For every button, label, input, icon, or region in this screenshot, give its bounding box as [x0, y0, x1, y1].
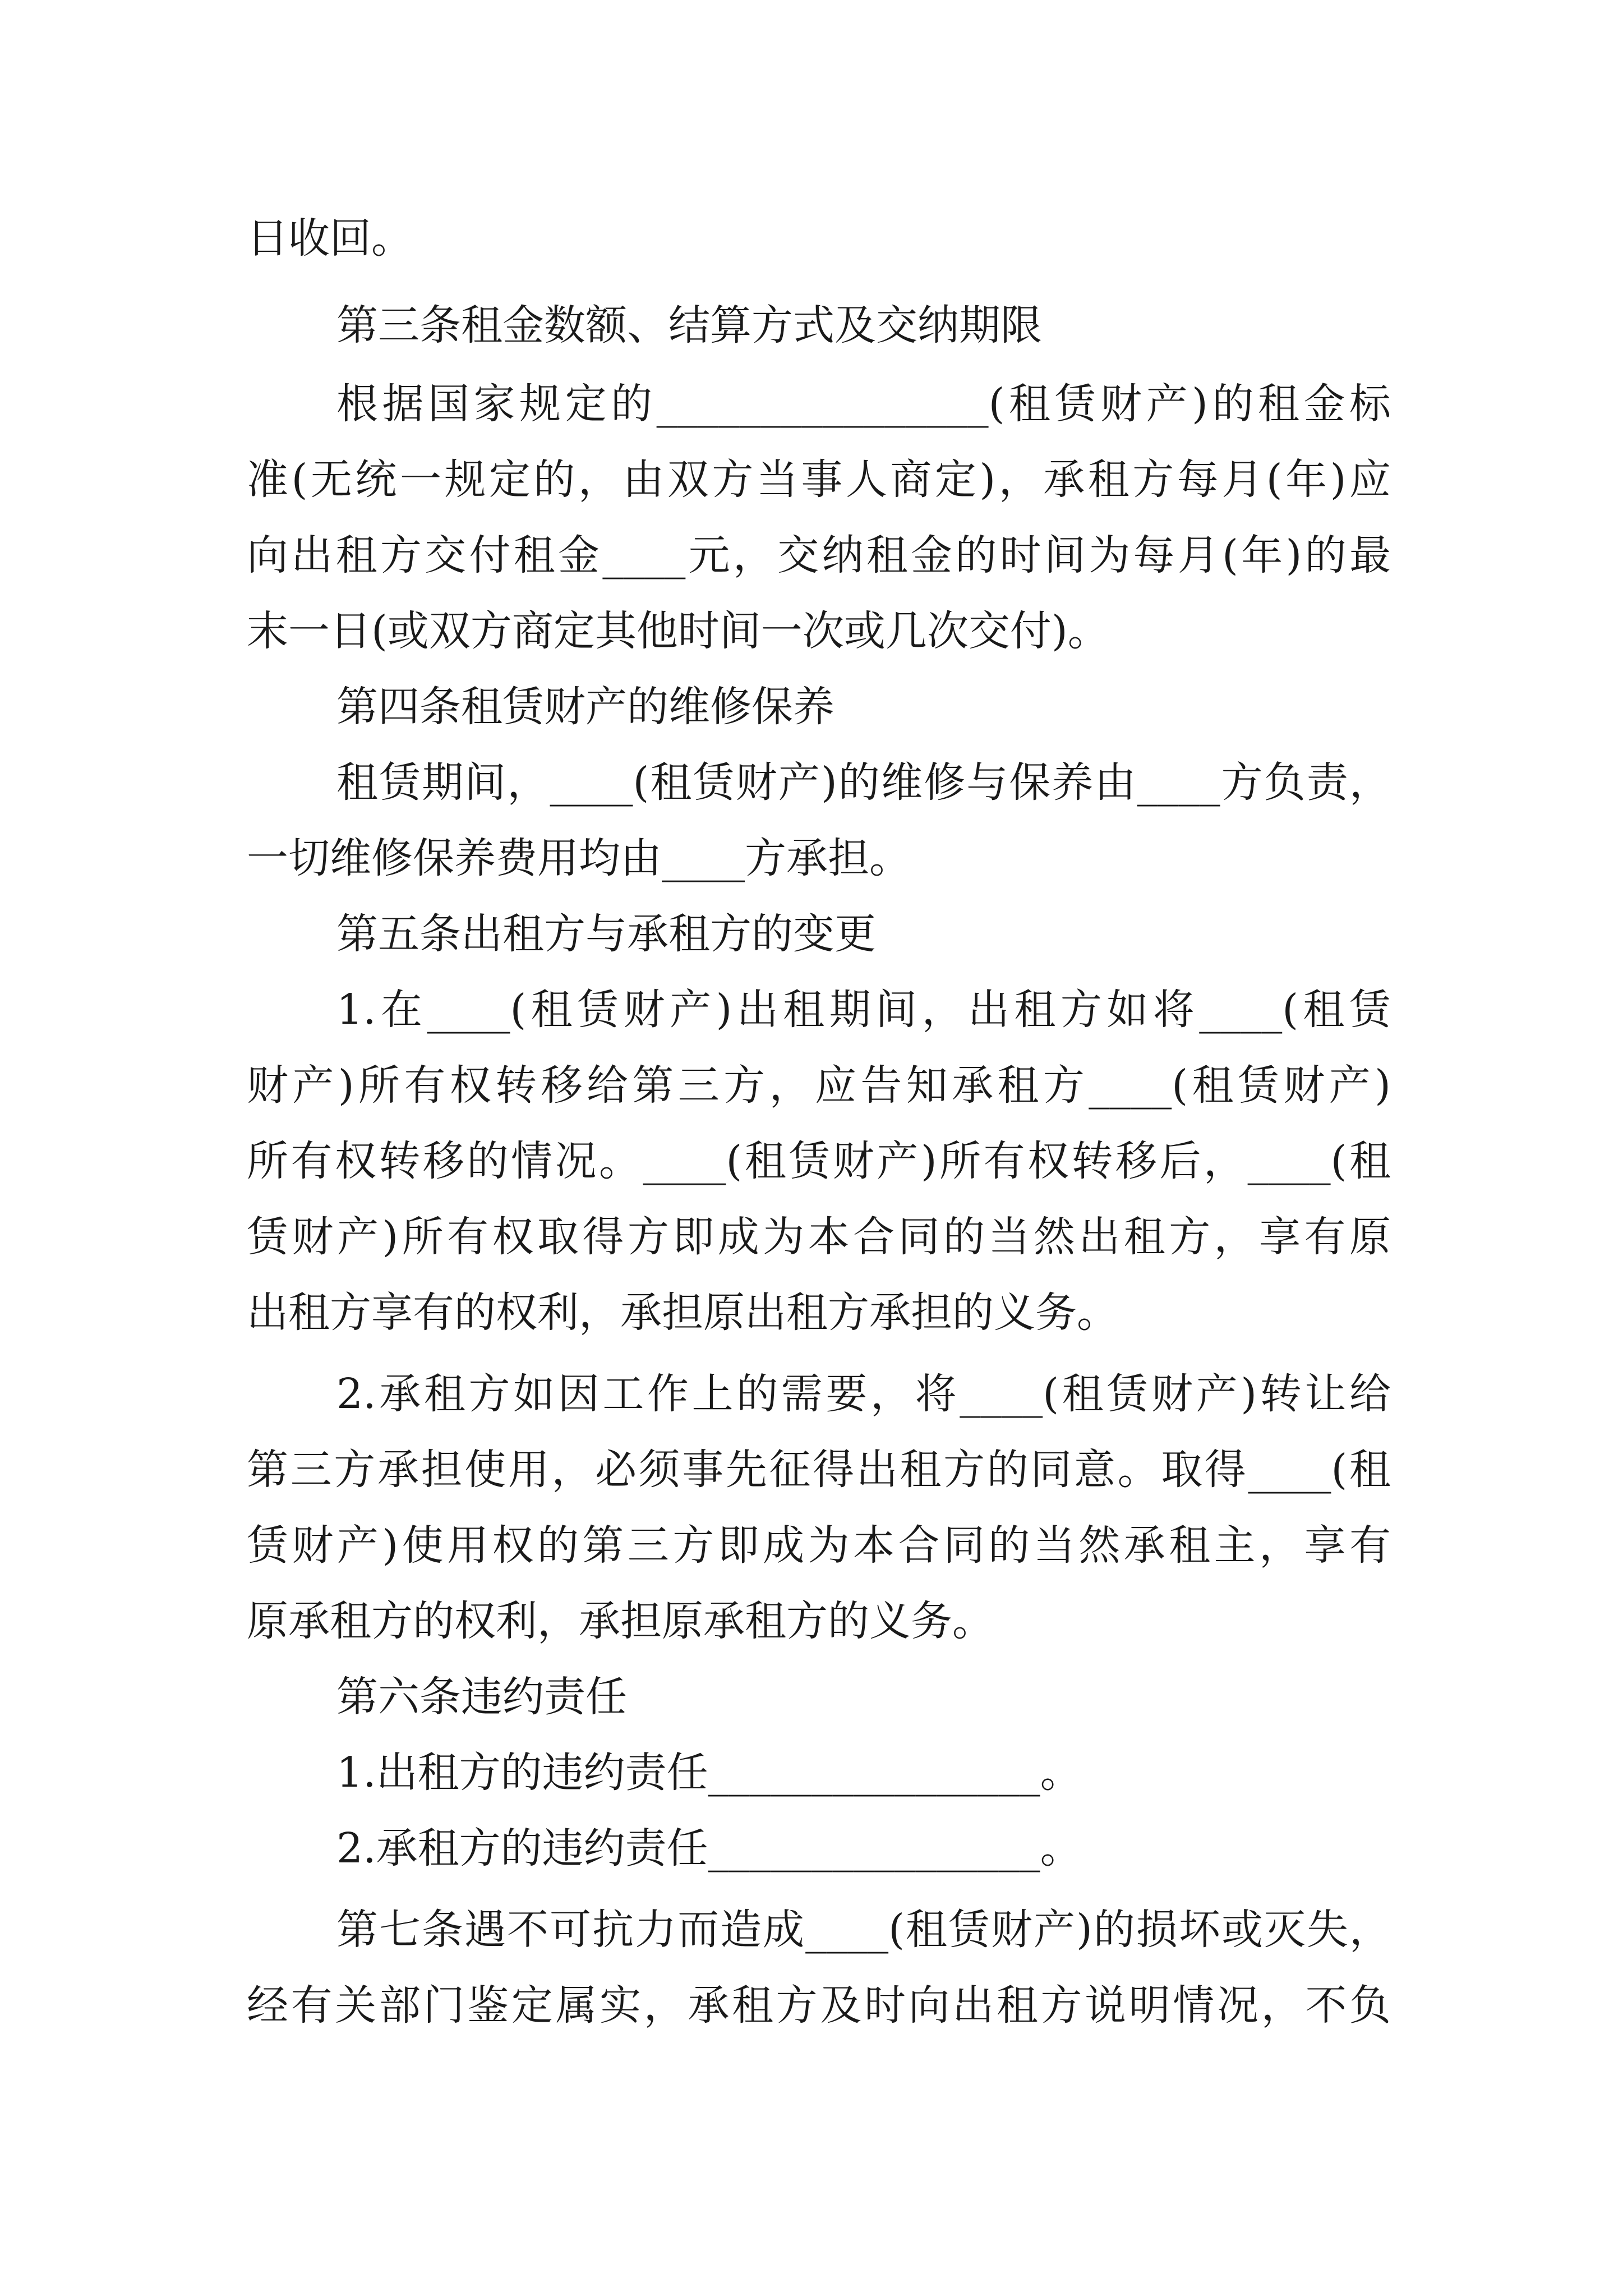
text-line: 一切维修保养费用均由____方承担。 — [247, 834, 911, 882]
text-line: 财产)所有权转移给第三方，应告知承租方____(租赁财产) — [247, 1061, 1391, 1110]
text-line: 赁财产)所有权取得方即成为本合同的当然出租方，享有原 — [247, 1213, 1391, 1261]
text-line: 准(无统一规定的，由双方当事人商定)，承租方每月(年)应 — [247, 455, 1391, 504]
text-line: 第三方承担使用，必须事先征得出租方的同意。取得____(租 — [247, 1446, 1391, 1494]
text-line: 根据国家规定的________________(租赁财产)的租金标 — [336, 380, 1391, 428]
text-line: 1.在____(租赁财产)出租期间，出租方如将____(租赁 — [336, 986, 1391, 1034]
text-line: 1.出租方的违约责任________________。 — [336, 1749, 1082, 1797]
text-line: 向出租方交付租金____元，交纳租金的时间为每月(年)的最 — [247, 531, 1391, 579]
text-line: 所有权转移的情况。____(租赁财产)所有权转移后，____(租 — [247, 1137, 1391, 1185]
text-line: 经有关部门鉴定属实，承租方及时向出租方说明情况，不负 — [247, 1981, 1391, 2030]
text-line: 第七条遇不可抗力而造成____(租赁财产)的损坏或灭失， — [336, 1906, 1391, 1954]
text-line: 出租方享有的权利，承担原出租方承担的义务。 — [247, 1289, 1118, 1337]
section-heading: 第三条租金数额、结算方式及交纳期限 — [336, 301, 1042, 349]
text-line: 赁财产)使用权的第三方即成为本合同的当然承租主，享有 — [247, 1521, 1391, 1570]
text-line: 日收回。 — [247, 214, 413, 263]
section-heading: 第六条违约责任 — [336, 1673, 627, 1721]
text-line: 2.承租方的违约责任________________。 — [336, 1824, 1082, 1872]
text-line: 原承租方的权利，承担原承租方的义务。 — [247, 1597, 994, 1645]
text-line: 2.承租方如因工作上的需要，将____(租赁财产)转让给 — [336, 1370, 1391, 1418]
section-heading: 第五条出租方与承租方的变更 — [336, 910, 876, 958]
text-line: 末一日(或双方商定其他时间一次或几次交付)。 — [247, 607, 1109, 655]
section-heading: 第四条租赁财产的维修保养 — [336, 683, 834, 731]
text-line: 租赁期间，____(租赁财产)的维修与保养由____方负责， — [336, 758, 1391, 807]
